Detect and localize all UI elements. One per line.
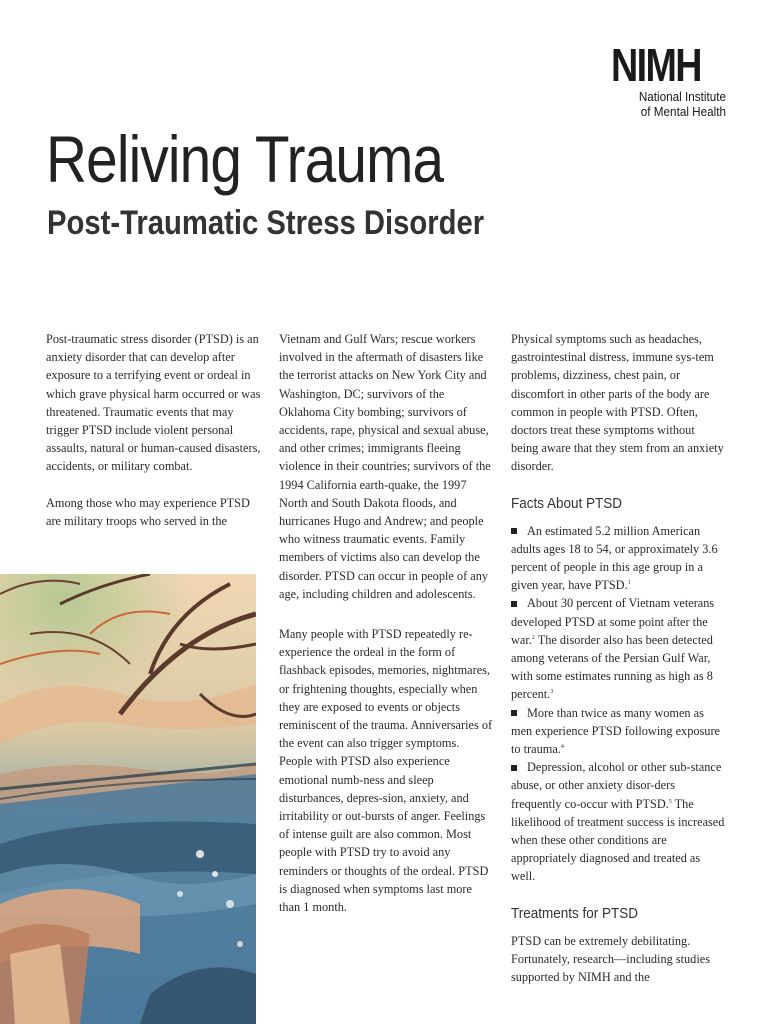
logo-name-line2: of Mental Health (640, 104, 726, 119)
column-1 (46, 330, 262, 530)
column-3 (511, 330, 725, 986)
page-subtitle: Post-Traumatic Stress Disorder (47, 204, 485, 242)
fact-item: An estimated 5.2 million American adults ages 18 to 54, or approximately 3.6 percent of people in this age group in a given year, have PTSD.$^1$ (511, 523, 718, 593)
bullet-square-icon (511, 528, 517, 534)
bullet-square-icon (511, 710, 517, 716)
paragraph-physical-symptoms: Physical symptoms such as headaches, gastrointestinal distress, immune sys-tem problems, dizziness, chest pain, or discomfort in other parts of the body are common in people with PTSD. Often, doctors treat these symptoms without being aware that they stem from an anxiety disorder. (511, 332, 724, 474)
paragraph-troops: Among those who may experience PTSD are military troops who served in the (46, 495, 250, 528)
paragraph-intro: Post-traumatic stress disorder (PTSD) is an anxiety disorder that can develop after exposure to a terrifying event or ordeal in which grave physical harm occurred or was threatened. Traumatic events that may trigger PTSD include violent personal assaults, natural or human-caused disasters, accidents, or military combat. (46, 332, 261, 474)
nimh-logo-mark: NIMH (611, 39, 701, 91)
treatments-heading: Treatments for PTSD (511, 904, 639, 922)
facts-heading: Facts About PTSD (511, 494, 623, 512)
paragraph-symptoms: Many people with PTSD repeatedly re-experience the ordeal in the form of flashback episodes, memories, nightmares, or frightening thoughts, especially when they are exposed to events or objects reminiscent of the trauma. Anniversaries of the event can also trigger symptoms. People with PTSD also experience emotional numb-ness and sleep disturbances, depres-sion, anxiety, and irritability or out-bursts of anger. Feelings of intense guilt are also common. Most people with PTSD try to avoid any reminders or thoughts of the ordeal. PTSD is diagnosed when symptoms last more than 1 month. (279, 627, 493, 915)
column-2 (279, 330, 493, 916)
bullet-square-icon (511, 601, 517, 607)
paragraph-who-at-risk: Vietnam and Gulf Wars; rescue workers involved in the aftermath of disasters like the terrorist attacks on New York City and Washington, DC; survivors of the Oklahoma City bombing; survivors of accidents, rape, physical and sexual abuse, and other crimes; immigrants fleeing violence in their countries; survivors of the 1994 California earth-quake, the 1997 North and South Dakota floods, and hurricanes Hugo and Andrew; and people who witness traumatic events. Family members of victims also can develop the disorder. PTSD can occur in people of any age, including children and adolescents. (279, 332, 491, 601)
fact-item: Depression, alcohol or other sub-stance abuse, or other anxiety disor-ders frequently co-occur with PTSD.$^5$ The likelihood of treatment success is increased when these other conditions are appropriately diagnosed and treated as well. (511, 760, 725, 884)
fact-item: About 30 percent of Vietnam veterans developed PTSD at some point after the war.$^2$ The disorder also has been detected among veterans of the Persian Gulf War, with some estimates running as high as 8 percent.$^3$ (511, 596, 715, 702)
logo-name-line1: National Institute (638, 89, 726, 104)
paragraph-treatments: PTSD can be extremely debilitating. Fortunately, research—including studies supported by NIMH and the (511, 933, 710, 985)
artwork-illustration (0, 574, 256, 1024)
cover-artwork (0, 574, 256, 1024)
page-title: Reliving Trauma (46, 122, 444, 196)
nimh-logo (611, 39, 726, 119)
fact-item: More than twice as many women as men experience PTSD following exposure to trauma.$^4$ (511, 705, 720, 757)
nimh-logo-name (623, 89, 727, 119)
bullet-square-icon (511, 765, 517, 771)
